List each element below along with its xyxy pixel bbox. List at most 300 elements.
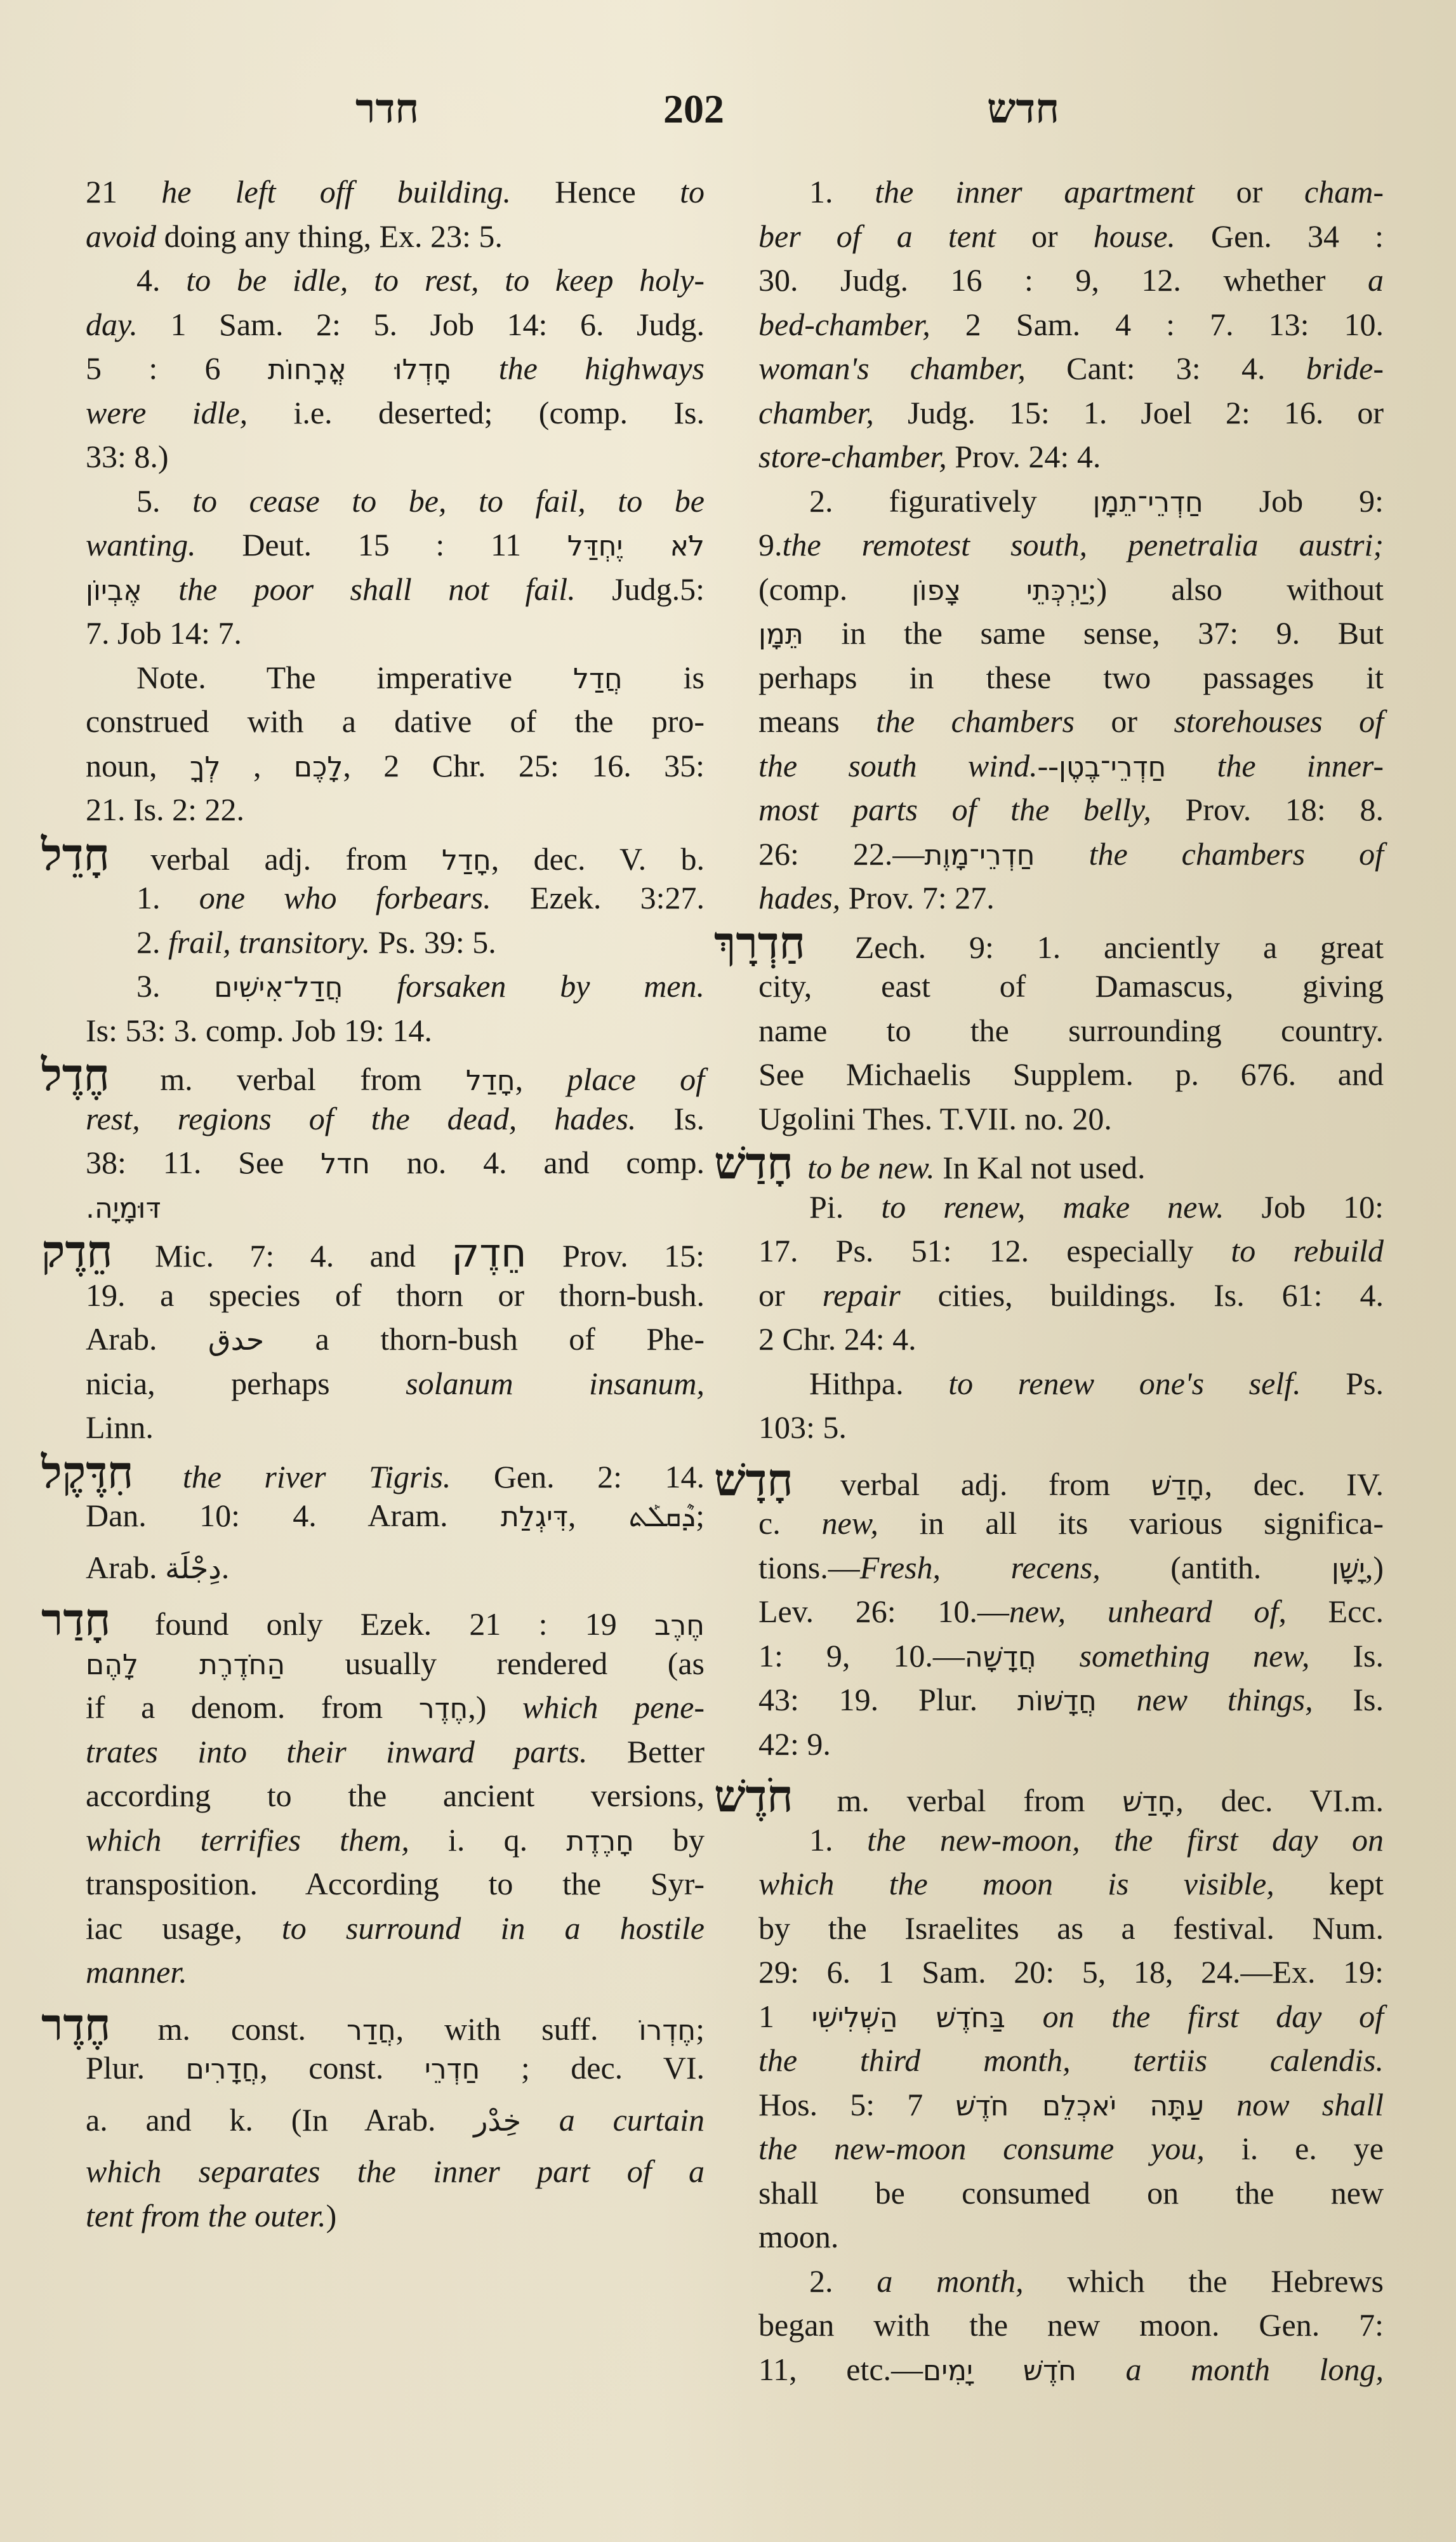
hebrew-text: חדל — [321, 1148, 370, 1180]
text-run: 30. Judg. 16 : 9, 12. whether — [758, 262, 1368, 298]
text-run: Mic. 7: 4. and — [119, 1238, 452, 1274]
italic-gloss: avoid — [86, 218, 157, 254]
text-run: Ecc. — [1286, 1594, 1384, 1629]
text-line — [86, 1185, 705, 1230]
text-line — [758, 479, 1384, 524]
text-run: (comp. — [758, 571, 912, 607]
text-line — [86, 1546, 705, 1590]
hebrew-text: דִּיגְלַת — [500, 1501, 568, 1533]
hebrew-text: עַתָּה יֹאכְלֵם חֹדֶשׁ — [955, 2089, 1205, 2122]
text-run: 29: 6. 1 Sam. 20: 5, 18, 24.—Ex. 19: — [758, 1954, 1384, 1990]
text-run: 42: 9. — [758, 1726, 831, 1762]
text-line — [86, 2046, 705, 2091]
text-line — [758, 744, 1384, 789]
hebrew-text: חֲדַר — [347, 2014, 396, 2047]
text-line — [758, 700, 1384, 744]
text-run: in all its various significa- — [878, 1505, 1384, 1541]
text-run: m. const. — [117, 2011, 347, 2047]
italic-gloss: the poor shall not fail. — [178, 571, 576, 607]
hebrew-text: חֹדֶשׁ יָמִים — [923, 2354, 1076, 2387]
italic-gloss: repair — [822, 1277, 901, 1313]
entry-headword-line — [41, 1997, 705, 2051]
hebrew-text: חָדַל — [441, 844, 491, 877]
hebrew-text: לָכֶם — [293, 750, 343, 783]
text-line — [758, 1546, 1384, 1590]
text-run: , — [567, 1498, 629, 1533]
text-run: 1: 9, 10.— — [758, 1637, 965, 1674]
hebrew-text: חֲדָרִים — [185, 2053, 260, 2086]
text-line — [758, 2303, 1384, 2348]
italic-gloss: the chambers — [876, 703, 1075, 739]
italic-gloss: to be new. — [807, 1150, 935, 1185]
text-line — [758, 1634, 1384, 1679]
hebrew-text: יָשָׁן — [1331, 1552, 1365, 1585]
entry-headword: חָדֵל — [41, 827, 110, 881]
text-line — [758, 1722, 1384, 1767]
text-line — [86, 2150, 705, 2194]
hebrew-text: הַחֹדֶרֶת לָהֶם — [86, 1648, 286, 1681]
text-run: noun, — [86, 747, 190, 783]
text-run: 21. Is. 2: 22. — [86, 792, 244, 827]
text-run: , with suff. — [395, 2011, 639, 2047]
text-run: transposition. According to the Syr- — [86, 1866, 705, 1901]
text-run: -- — [1037, 747, 1059, 783]
text-line — [86, 1406, 705, 1450]
text-run — [1005, 1999, 1043, 2034]
text-run: tions.— — [758, 1549, 860, 1585]
text-run: Prov. 7: 27. — [840, 880, 995, 915]
text-run: Deut. 15 : 11 — [195, 527, 567, 562]
text-run: doing any thing, Ex. 23: 5. — [156, 218, 503, 254]
italic-gloss: manner. — [86, 1954, 187, 1990]
text-run: Ezek. 3:27. — [491, 880, 705, 915]
italic-gloss: which the moon is visible, — [758, 1866, 1274, 1901]
hebrew-text: חֶרֶב — [654, 1609, 705, 1642]
text-run: ; dec. VI. — [480, 2050, 705, 2086]
text-line — [758, 1590, 1384, 1634]
text-run: nicia, perhaps — [86, 1365, 406, 1401]
italic-gloss: hades, — [758, 880, 841, 915]
text-run — [142, 571, 178, 607]
text-run: Ps. — [1300, 1365, 1384, 1401]
text-run: Hence — [510, 174, 680, 210]
hebrew-text: חָרֶדֶת — [566, 1825, 634, 1858]
italic-gloss: new, — [821, 1505, 878, 1541]
text-run: Prov. 24: 4. — [946, 439, 1101, 474]
text-run: , dec. VI.m. — [1175, 1783, 1384, 1818]
text-run: , dec. IV. — [1204, 1466, 1384, 1502]
text-line — [86, 479, 705, 524]
hebrew-text: חֲדָשָׁה — [964, 1640, 1036, 1674]
italic-gloss: new things, — [1136, 1682, 1313, 1717]
entry-headword-line — [41, 1593, 705, 1646]
text-run: by the Israelites as a festival. Num. — [758, 1910, 1384, 1946]
italic-gloss: one who forbears. — [199, 880, 491, 915]
text-run: iac usage, — [86, 1910, 282, 1946]
hebrew-text: חָדַשׁ — [1122, 1786, 1176, 1818]
entry-headword-line — [714, 1453, 1384, 1506]
text-run — [1035, 836, 1089, 872]
text-line — [758, 2215, 1384, 2259]
text-line — [758, 1678, 1384, 1722]
text-run: m. verbal from — [799, 1783, 1123, 1818]
text-run: a. and k. (In Arab. — [86, 2101, 474, 2138]
text-run: ; — [696, 2011, 705, 2047]
italic-gloss: to be idle, to rest, to keep holy- — [186, 262, 705, 298]
text-run: Hithpa. — [809, 1365, 949, 1401]
text-run — [1166, 748, 1217, 783]
text-line — [758, 1009, 1384, 1053]
text-run: 1 — [758, 1998, 812, 2034]
text-run — [1036, 1638, 1080, 1674]
italic-gloss: on the first day of — [1042, 1998, 1384, 2034]
hebrew-text: דּוּמָיָה. — [86, 1192, 161, 1225]
hebrew-text: חַדְרֵי־תֵמָן — [1092, 486, 1203, 519]
text-run: 38: 11. See — [86, 1145, 321, 1180]
text-line — [86, 2098, 705, 2143]
text-run: according to the ancient versions, — [86, 1778, 705, 1813]
italic-gloss: day. — [86, 306, 138, 342]
italic-gloss: bride- — [1306, 350, 1384, 386]
text-run: 1. — [136, 880, 199, 915]
text-run: , dec. V. b. — [491, 841, 705, 877]
text-run: ;) also without — [1087, 571, 1384, 607]
italic-gloss: house. — [1093, 218, 1175, 254]
text-run: Judg. 15: 1. Joel 2: 16. or — [873, 394, 1384, 430]
italic-gloss: something new, — [1079, 1637, 1310, 1674]
text-line — [86, 964, 705, 1009]
text-run: i. q. — [409, 1821, 567, 1858]
page-number: 202 — [663, 86, 724, 131]
text-line — [758, 2039, 1384, 2083]
text-run — [343, 968, 397, 1004]
text-run: Cant: 3: 4. — [1025, 350, 1306, 386]
text-run: shall be consumed on the new — [758, 2174, 1384, 2211]
italic-gloss: were idle, — [86, 394, 248, 430]
entry-headword-line — [41, 1048, 705, 1101]
entry-headword-line — [714, 915, 1384, 969]
text-run: 43: 19. Plur. — [758, 1682, 1017, 1717]
text-line — [86, 391, 705, 436]
hebrew-text: חֲדָשׁוֹת — [1017, 1685, 1097, 1717]
italic-gloss: bed-chamber, — [758, 306, 930, 342]
italic-gloss: tent from the outer. — [86, 2197, 326, 2233]
text-run: 17. Ps. 51: 12. especially — [758, 1233, 1231, 1268]
text-run: Linn. — [86, 1409, 154, 1445]
text-line — [86, 1862, 705, 1906]
entry-headword: חֹדֶשׁ — [714, 1769, 793, 1822]
text-run: 9. — [758, 527, 783, 562]
entry-headword-line — [714, 1769, 1384, 1822]
text-run: means — [758, 703, 877, 739]
italic-gloss: a month long, — [1125, 2351, 1384, 2387]
italic-gloss: to surround in a hostile — [281, 1910, 705, 1946]
hebrew-text: חַדְרֵי — [424, 2053, 480, 2086]
text-line — [86, 1950, 705, 1995]
running-head-left-headword: חדר — [355, 86, 420, 131]
arabic-text: دِجْلَة — [164, 1550, 222, 1585]
text-line — [758, 1862, 1384, 1906]
text-run: 11, etc.— — [758, 2351, 923, 2387]
entry-headword: חֶדֶל — [41, 1048, 110, 1101]
arabic-text: ܕܶܩܠܰܬ — [628, 1499, 696, 1533]
italic-gloss: he left off building. — [161, 174, 511, 210]
italic-gloss: the third month, tertiis calendis. — [758, 2042, 1384, 2078]
text-run: usually rendered (as — [285, 1645, 705, 1681]
text-line — [86, 1009, 705, 1053]
text-run: Job 10: — [1224, 1188, 1384, 1225]
text-run — [451, 350, 498, 386]
text-run: 2. figuratively — [809, 482, 1093, 519]
hebrew-text: חֲדַל — [572, 662, 623, 695]
italic-gloss: which pene- — [522, 1689, 705, 1725]
text-run: in the same sense, 37: 9. But — [803, 615, 1384, 651]
arabic-text: خِدْر — [473, 2103, 522, 2138]
text-run: 5 : 6 — [86, 350, 268, 386]
italic-gloss: most parts of the belly, — [758, 792, 1151, 827]
italic-gloss: solanum insanum, — [406, 1365, 705, 1401]
text-run: or — [1075, 703, 1174, 739]
text-line — [86, 921, 705, 965]
italic-gloss: the highways — [498, 350, 705, 386]
text-line — [86, 523, 705, 568]
text-run: if a denom. from — [86, 1689, 419, 1725]
text-run: began with the new moon. Gen. 7: — [758, 2307, 1384, 2343]
text-run: ,) — [1365, 1549, 1384, 1585]
italic-gloss: frail, transitory. — [168, 924, 371, 960]
text-run: a thorn-bush of Phe- — [264, 1321, 705, 1357]
text-run: ; — [696, 1498, 705, 1533]
text-line — [758, 523, 1384, 568]
italic-gloss: cham- — [1304, 174, 1384, 210]
text-run: Judg.5: — [575, 571, 705, 607]
text-line — [758, 1274, 1384, 1318]
text-run: verbal adj. from — [799, 1466, 1151, 1502]
text-run: Gen. 2: 14. — [451, 1458, 705, 1494]
entry-headword: חִדֶּקֶל — [41, 1445, 134, 1498]
text-run: city, east of Damascus, giving — [758, 968, 1384, 1004]
text-line — [758, 611, 1384, 656]
text-line — [758, 964, 1384, 1009]
text-run: or — [1194, 174, 1305, 210]
text-run: Is. — [1313, 1682, 1384, 1717]
text-run: kept — [1274, 1866, 1384, 1901]
text-line — [758, 1097, 1384, 1141]
text-run: verbal adj. from — [116, 841, 442, 877]
text-run: 1 Sam. 2: 5. Job 14: 6. Judg. — [137, 306, 705, 342]
italic-gloss: the new-moon, the first day on — [867, 1821, 1384, 1858]
text-line — [758, 391, 1384, 436]
text-run: In Kal not used. — [934, 1150, 1146, 1185]
italic-gloss: forsaken by men. — [397, 968, 705, 1004]
text-line — [758, 1501, 1384, 1546]
hebrew-text: בַּחֹדֶשׁ הַשְּׁלִישִׁי — [811, 2001, 1005, 2034]
text-run: 2 Chr. 24: 4. — [758, 1321, 917, 1357]
text-run: Is. — [636, 1100, 705, 1136]
entry-headword-line — [41, 1445, 705, 1498]
text-line — [758, 170, 1384, 215]
text-line — [758, 1818, 1384, 1863]
text-run: i. e. ye — [1204, 2131, 1384, 2166]
text-run: 19. a species of thorn or thorn-bush. — [86, 1277, 705, 1313]
left-column — [41, 170, 705, 2238]
text-line — [86, 611, 705, 656]
italic-gloss: the inner- — [1217, 747, 1384, 783]
hebrew-text: חֶדֶר — [418, 1693, 468, 1725]
italic-gloss: to rebuild — [1231, 1233, 1384, 1268]
text-run: 103: 5. — [758, 1409, 847, 1445]
italic-gloss: to cease to be, to fail, to be — [192, 482, 705, 519]
text-run: (antith. — [1100, 1549, 1332, 1585]
text-run: 3. — [136, 968, 215, 1004]
italic-gloss: which separates the inner part of a — [86, 2153, 705, 2189]
italic-gloss: which terrifies them, — [86, 1821, 409, 1858]
text-line — [86, 1818, 705, 1863]
hebrew-text: חַדְרֵי־בֶטֶן — [1058, 750, 1167, 783]
text-run: , 2 Chr. 25: 16. 35: — [343, 747, 705, 783]
hebrew-text: אֶבְיוֹן — [86, 574, 142, 607]
text-run: perhaps in these two passages it — [758, 659, 1384, 695]
text-run: Hos. 5: 7 — [758, 2086, 956, 2122]
text-run: m. verbal from — [116, 1061, 466, 1097]
hebrew-text: חָדַל — [465, 1065, 515, 1097]
text-run: 4. — [136, 262, 187, 298]
text-run: , — [515, 1061, 567, 1097]
text-run: . — [221, 1549, 230, 1585]
text-line — [86, 170, 705, 215]
hebrew-text: לְךָ — [189, 750, 221, 783]
text-line — [758, 2348, 1384, 2392]
text-line — [758, 1185, 1384, 1230]
text-line — [758, 435, 1384, 479]
text-line — [86, 1686, 705, 1730]
text-run — [800, 1150, 808, 1185]
hebrew-text: חֵדֶק — [451, 1230, 527, 1276]
text-line — [758, 1950, 1384, 1995]
hebrew-text: חֶדְרוֹ — [639, 2014, 696, 2047]
text-line — [86, 568, 705, 612]
text-run: , const. — [260, 2050, 425, 2086]
text-run: Arab. — [86, 1549, 165, 1585]
text-line — [758, 1053, 1384, 1097]
italic-gloss: store-chamber, — [758, 439, 947, 474]
text-run: 5. — [136, 482, 193, 519]
text-line — [86, 258, 705, 303]
text-line — [86, 744, 705, 789]
text-run: is — [622, 659, 705, 695]
italic-gloss: place of — [567, 1061, 705, 1097]
italic-gloss: the south wind. — [758, 747, 1038, 783]
entry-headword-line — [714, 1136, 1384, 1189]
text-line — [758, 1906, 1384, 1951]
text-run: Arab. — [86, 1321, 208, 1357]
italic-gloss: now shall — [1236, 2086, 1384, 2122]
text-line — [758, 2171, 1384, 2216]
hebrew-text: תֵּמָן — [758, 618, 804, 651]
text-line — [86, 876, 705, 921]
text-run — [1076, 2352, 1126, 2387]
entry-headword: חָדַשׁ — [714, 1136, 793, 1189]
italic-gloss: Fresh, recens, — [859, 1549, 1101, 1585]
text-run: 33: 8.) — [86, 439, 169, 474]
text-line — [758, 2259, 1384, 2304]
text-line — [86, 215, 705, 259]
italic-gloss: wanting. — [86, 527, 196, 562]
text-run: See Michaelis Supplem. p. 676. and — [758, 1056, 1384, 1092]
text-line — [758, 1362, 1384, 1406]
text-line — [86, 1774, 705, 1818]
italic-gloss: woman's chamber, — [758, 350, 1026, 386]
italic-gloss: ber of a tent — [758, 218, 996, 254]
text-line — [758, 2127, 1384, 2171]
text-run — [1097, 1682, 1137, 1717]
text-run: Pi. — [809, 1188, 882, 1225]
text-line — [86, 1097, 705, 1141]
text-run: 2. — [136, 924, 168, 960]
text-run: 2. — [809, 2263, 877, 2299]
text-line — [86, 2194, 705, 2239]
text-line — [758, 258, 1384, 303]
text-run: which the Hebrews — [1023, 2263, 1384, 2299]
text-line — [86, 656, 705, 700]
text-run: 1. — [809, 1821, 868, 1858]
text-line — [86, 1274, 705, 1318]
italic-gloss: chamber, — [758, 394, 874, 430]
italic-gloss: the new-moon consume you, — [758, 2131, 1205, 2166]
italic-gloss: the river Tigris. — [182, 1458, 451, 1494]
text-run: Job 9: — [1203, 482, 1384, 519]
text-line — [86, 1642, 705, 1686]
text-line — [86, 1317, 705, 1362]
entry-headword: חַדְרָךְ — [714, 915, 805, 969]
entry-headword-line — [41, 827, 705, 881]
italic-gloss: the chambers of — [1089, 835, 1384, 872]
hebrew-text: חֲדַל־אִישִׁים — [214, 971, 343, 1004]
text-run: 26: 22.— — [758, 835, 925, 872]
running-head — [0, 86, 1456, 136]
text-run: construed with a dative of the pro- — [86, 703, 705, 739]
text-run: Prov. 15: — [526, 1238, 705, 1274]
text-run: c. — [758, 1505, 822, 1541]
text-run: Lev. 26: 10.— — [758, 1594, 1009, 1629]
entry-headword: חָדַר — [41, 1593, 111, 1646]
text-run: no. 4. and comp. — [369, 1145, 705, 1180]
italic-gloss: trates into their inward parts. — [86, 1733, 588, 1769]
text-run: moon. — [758, 2219, 839, 2254]
text-run: Is: 53: 3. comp. Job 19: 14. — [86, 1012, 432, 1048]
text-line — [758, 876, 1384, 921]
italic-gloss: to renew, make new. — [881, 1188, 1224, 1225]
text-run: i.e. deserted; (comp. Is. — [248, 394, 705, 430]
italic-gloss: to renew one's self. — [948, 1365, 1301, 1401]
running-head-right-headword: חדש — [987, 86, 1059, 131]
entry-headword: חֶדֶר — [41, 1997, 111, 2051]
text-run: Better — [587, 1733, 705, 1769]
text-line — [86, 303, 705, 347]
text-run: , — [220, 747, 294, 783]
text-run: Plur. — [86, 2050, 186, 2086]
text-line — [758, 347, 1384, 391]
text-run: Prov. 18: 8. — [1151, 792, 1384, 827]
text-line — [758, 303, 1384, 347]
text-run: Gen. 34 : — [1175, 218, 1384, 254]
text-run — [1204, 2087, 1236, 2122]
hebrew-text: חָדְלוּ אֳרָחוֹת — [267, 354, 452, 386]
text-line — [86, 1362, 705, 1406]
text-line — [86, 788, 705, 832]
text-line — [758, 832, 1384, 877]
italic-gloss: rest, regions of the dead, hades. — [86, 1100, 637, 1136]
